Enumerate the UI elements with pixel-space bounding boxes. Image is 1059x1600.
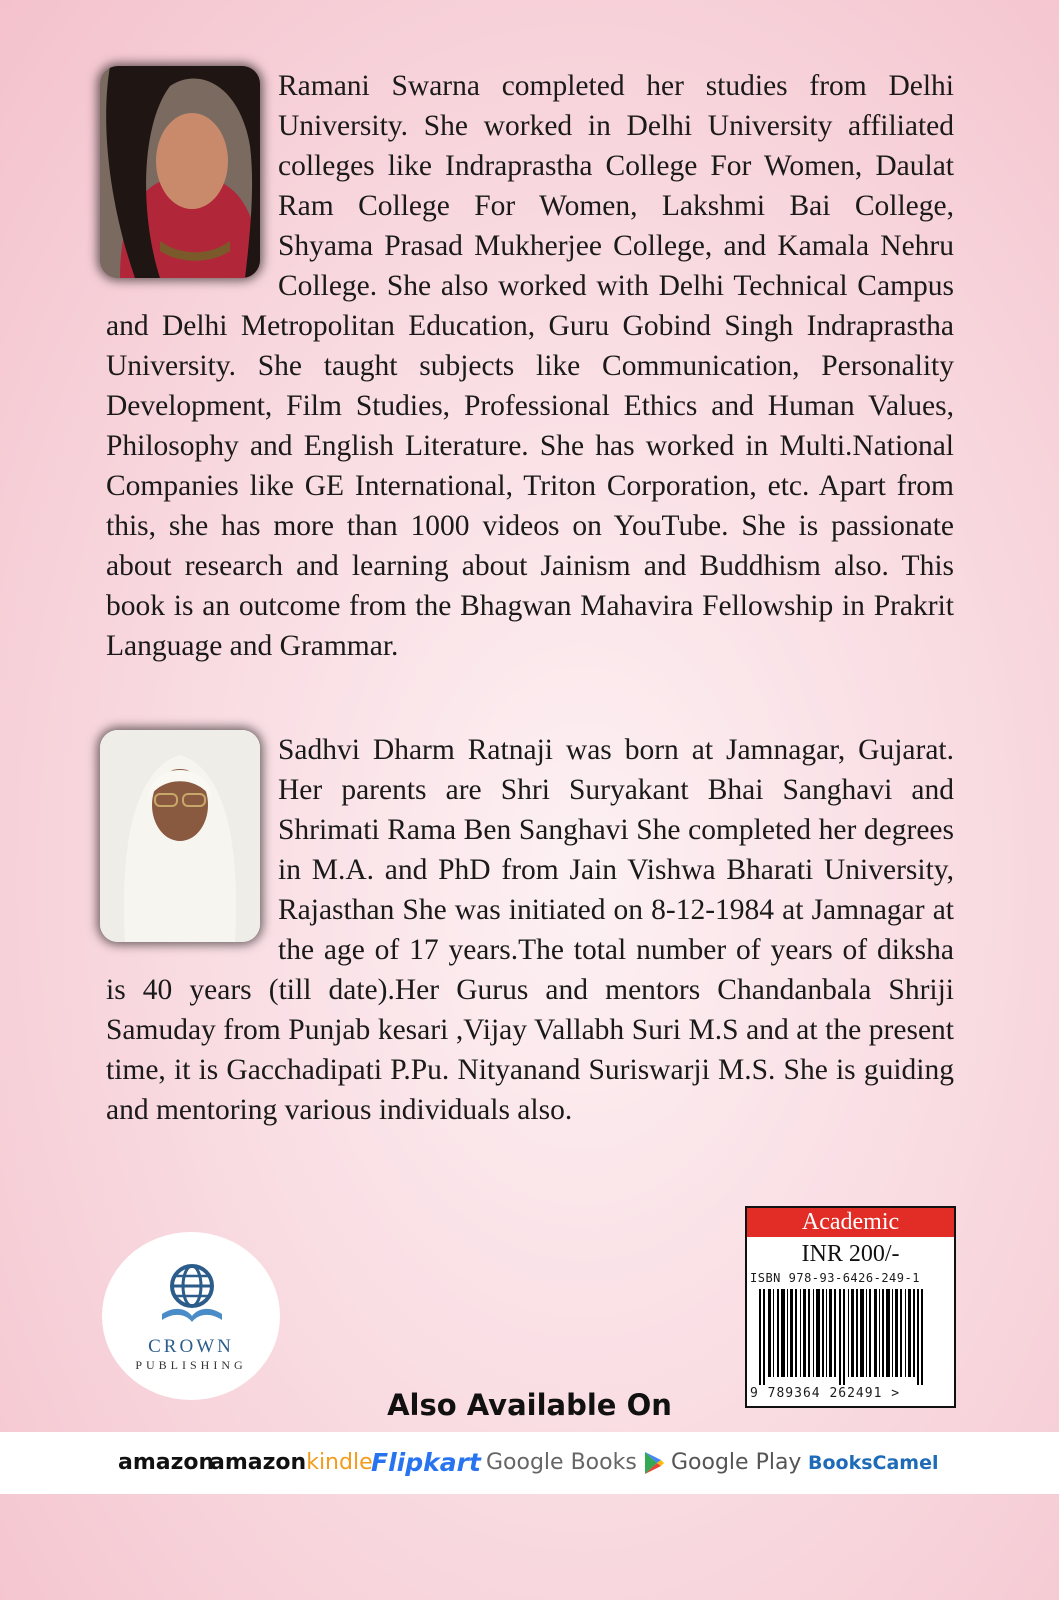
isbn-number: ISBN 978-93-6426-249-1 — [750, 1271, 920, 1285]
publisher-logo — [102, 1232, 280, 1400]
store-amazon-kindle[interactable] — [210, 1432, 373, 1494]
author-bio-sadhvi — [106, 730, 954, 1130]
kindle-amazon-text: amazon — [210, 1450, 307, 1475]
category-label: Academic — [747, 1208, 954, 1237]
globe-book-icon — [162, 1262, 222, 1332]
google-play-text: Google Play — [671, 1450, 802, 1475]
publisher-subtitle: PUBLISHING — [135, 1358, 247, 1372]
barcode-icon — [759, 1289, 945, 1385]
portrait-illustration — [100, 66, 260, 278]
availability-title: Also Available On — [387, 1388, 672, 1422]
author-photo-sadhvi — [100, 730, 260, 942]
store-amazon[interactable]: amazon — [118, 1450, 215, 1475]
kindle-text: kindle — [306, 1450, 373, 1475]
author-bio-ramani — [106, 66, 954, 666]
store-google-play[interactable] — [643, 1432, 801, 1494]
author-bio-text: Ramani Swarna completed her studies from Delhi University. She worked in Delhi University affiliated colleges like Indraprastha College For Women, Daulat Ram College For Women, Lakshmi Bai College, Shyama Prasad Mukherjee College, and Kamala Nehru College. She also worked with Delhi Technical Campus and Delhi Metropolitan Education, Guru Gobind Singh Indraprastha University. She taught subjects like Communication, Personality Development, Film Studies, Professional Ethics and Human Values, Philosophy and English Literature. She has worked in Multi.National Companies like GE International, Triton Corporation, etc. Apart from this, she has more than 1000 videos on YouTube. She is passionate about research and learning about Jainism and Buddhism also. This book is an outcome from the Bhagwan Mahavira Fellowship in Prakrit Language and Grammar. — [106, 70, 954, 662]
publisher-name: CROWN — [148, 1336, 234, 1357]
price-label: INR 200/- — [801, 1241, 900, 1267]
store-flipkart[interactable]: Flipkart — [371, 1448, 481, 1477]
price-isbn-box — [745, 1206, 956, 1408]
store-google-books[interactable]: Google Books — [486, 1450, 637, 1475]
author-bio-text: Sadhvi Dharm Ratnaji was born at Jamnagar, Gujarat. Her parents are Shri Suryakant Bhai Sanghavi and Shrimati Rama Ben Sanghavi She completed her degrees in M.A. and PhD from Jain Vishwa Bharati University, Rajasthan She was initiated on 8-12-1984 at Jamnagar at the age of 17 years.The total number of years of diksha is 40 years (till date).Her Gurus and mentors Chandanbala Shriji Samuday from Punjab kesari ,Vijay Vallabh Suri M.S and at the present time, it is Gacchadipati P.Pu. Nityanand Suriswarji M.S. She is guiding and mentoring various individuals also. — [106, 734, 954, 1126]
author-photo-ramani — [100, 66, 260, 278]
portrait-illustration — [100, 730, 260, 942]
barcode-digits: 9 789364 262491 > — [750, 1386, 901, 1401]
store-logos-bar — [0, 1432, 1059, 1494]
store-bookscamel[interactable]: BooksCamel — [808, 1452, 939, 1474]
google-play-icon — [643, 1451, 665, 1475]
